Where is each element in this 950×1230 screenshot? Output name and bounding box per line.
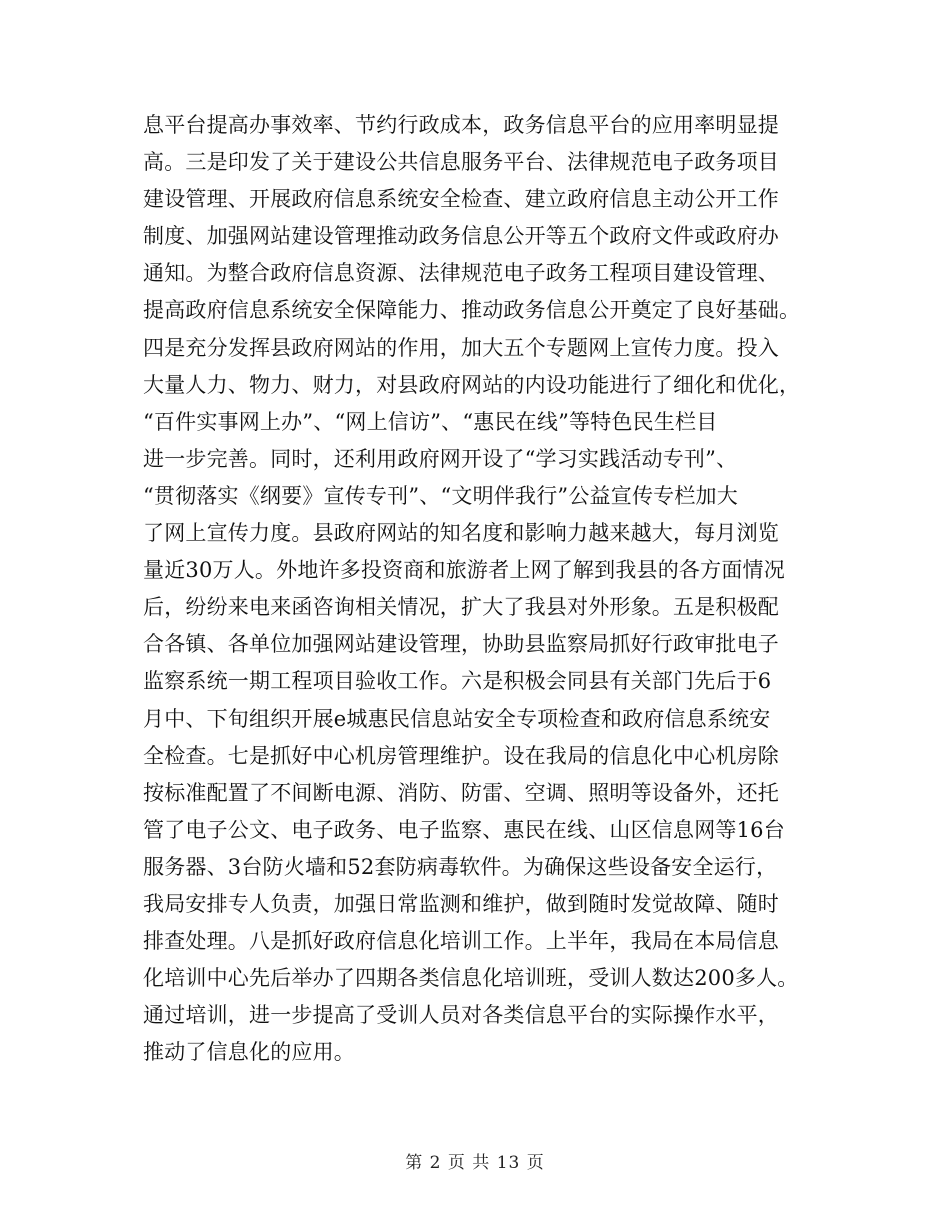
text-line: 了网上宣传力度。县政府网站的知名度和影响力越来越大，每月浏览 [143, 521, 779, 546]
text-line: 全检查。七是抓好中心机房管理维护。设在我局的信息化中心机房除 [143, 743, 779, 768]
text-line: 进一步完善。同时，还利用政府网开设了“学习实践活动专刊”、 [143, 446, 738, 471]
text-line: 高。三是印发了关于建设公共信息服务平台、法律规范电子政务项目 [143, 150, 779, 175]
text-line: 大量人力、物力、财力，对县政府网站的内设功能进行了细化和优化， [143, 372, 801, 397]
text-line: 合各镇、各单位加强网站建设管理，协助县监察局抓好行政审批电子 [143, 632, 779, 657]
text-line: 化培训中心先后举办了四期各类信息化培训班，受训人数达200多人。 [143, 966, 799, 991]
text-line: 建设管理、开展政府信息系统安全检查、建立政府信息主动公开工作 [143, 187, 779, 212]
text-line: 管了电子公文、电子政务、电子监察、惠民在线、山区信息网等16台 [143, 817, 785, 842]
page-number-footer: 第 2 页 共 13 页 [405, 1153, 545, 1173]
text-line: “贯彻落实《纲要》宣传专刊”、“文明伴我行”公益宣传专栏加大 [143, 483, 738, 508]
text-line: 监察系统一期工程项目验收工作。六是积极会同县有关部门先后于6 [143, 669, 772, 694]
text-line: “百件实事网上办”、“网上信访”、“惠民在线”等特色民生栏目 [143, 409, 718, 434]
text-line: 制度、加强网站建设管理推动政务信息公开等五个政府文件或政府办 [143, 224, 779, 249]
text-line: 息平台提高办事效率、节约行政成本，政务信息平台的应用率明显提 [143, 113, 779, 137]
text-line: 通过培训，进一步提高了受训人员对各类信息平台的实际操作水平， [143, 1003, 779, 1028]
text-line: 排查处理。八是抓好政府信息化培训工作。上半年，我局在本局信息 [143, 929, 779, 954]
text-line: 推动了信息化的应用。 [143, 1040, 355, 1065]
text-line: 量近30万人。外地许多投资商和旅游者上网了解到我县的各方面情况 [143, 558, 785, 583]
text-line: 后，纷纷来电来函咨询相关情况，扩大了我县对外形象。五是积极配 [143, 595, 779, 620]
text-line: 月中、下旬组织开展e城惠民信息站安全专项检查和政府信息系统安 [143, 706, 771, 731]
body-text [143, 107, 823, 1071]
text-line: 通知。为整合政府信息资源、法律规范电子政务工程项目建设管理、 [143, 261, 779, 286]
text-line: 按标准配置了不间断电源、消防、防雷、空调、照明等设备外，还托 [143, 780, 779, 805]
text-line: 四是充分发挥县政府网站的作用，加大五个专题网上宣传力度。投入 [143, 335, 779, 360]
text-line: 服务器、3台防火墙和52套防病毒软件。为确保这些设备安全运行， [143, 854, 778, 879]
text-line: 提高政府信息系统安全保障能力、推动政务信息公开奠定了良好基础。 [143, 298, 801, 323]
text-line: 我局安排专人负责，加强日常监测和维护，做到随时发觉故障、随时 [143, 891, 779, 916]
